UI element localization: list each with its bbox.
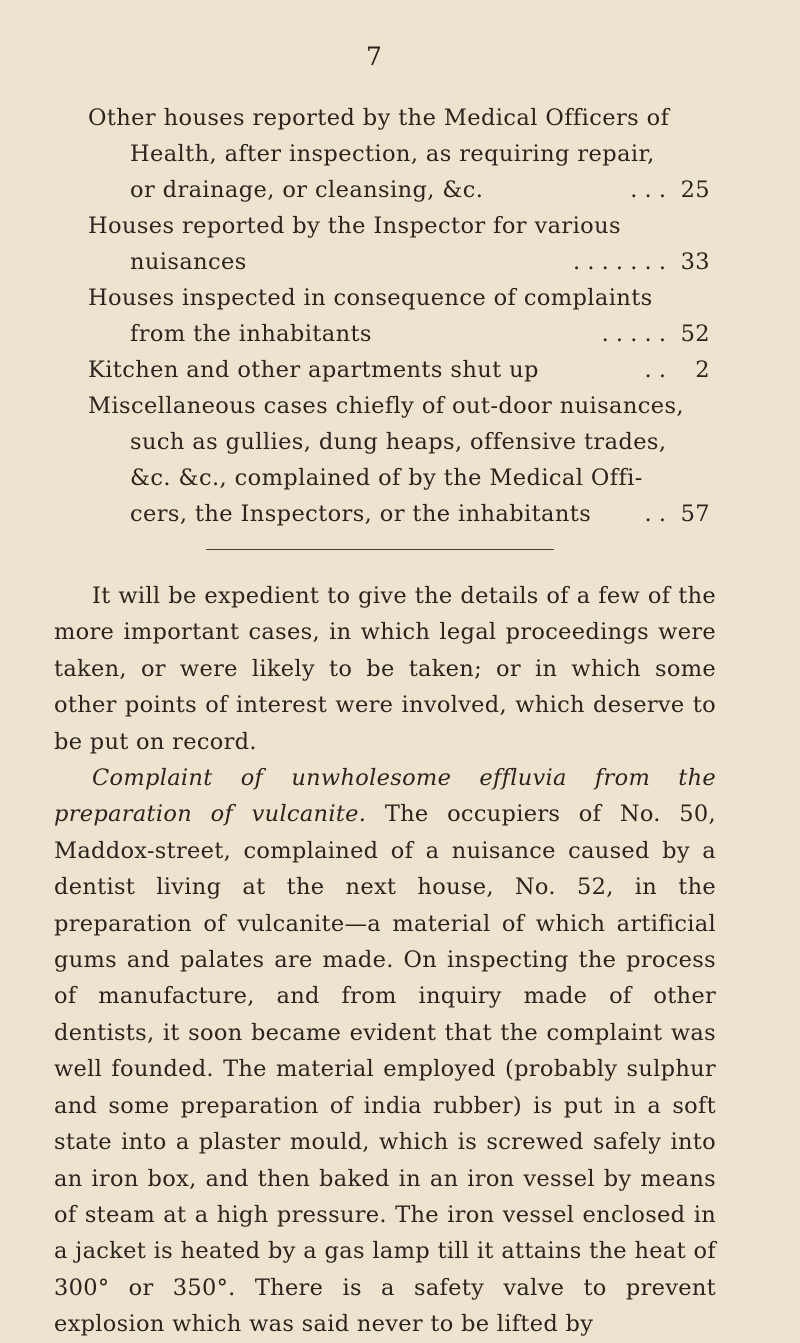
entry-line: Houses reported by the Inspector for various bbox=[88, 213, 621, 239]
entry-count: 33 bbox=[680, 249, 710, 275]
entry-line: Health, after inspection, as requiring repair, bbox=[130, 141, 655, 167]
leader-dots: . . . bbox=[630, 177, 666, 203]
paragraph-intro: It will be expedient to give the details of a few of the more important cases, in which legal proceedings were taken, or were likely to be taken; or in which some other points of interest were involved, which deserve to be put on record. bbox=[54, 583, 716, 755]
entry-line: Houses inspected in consequence of complaints bbox=[88, 285, 653, 311]
paragraph-heading: Complaint of unwholesome effluvia from the preparation of vulcanite. bbox=[54, 765, 716, 828]
leader-dots: . . . . . bbox=[601, 321, 666, 347]
page-number: 7 bbox=[366, 42, 382, 71]
entry-count: 25 bbox=[680, 177, 710, 203]
entry-count: 52 bbox=[680, 321, 710, 347]
section-divider bbox=[206, 549, 554, 550]
entry-count: 2 bbox=[695, 357, 710, 383]
entry-line: such as gullies, dung heaps, offensive trades, bbox=[130, 429, 667, 455]
entry-count: 57 bbox=[680, 501, 710, 527]
entry-text: or drainage, or cleansing, &c. bbox=[130, 177, 484, 203]
entry-line: Miscellaneous cases chiefly of out-door nuisances, bbox=[88, 393, 684, 419]
nuisance-summary-list bbox=[88, 100, 710, 532]
entry-text: nuisances bbox=[130, 249, 247, 275]
entry-text: from the inhabitants bbox=[130, 321, 372, 347]
entry-text: Kitchen and other apartments shut up bbox=[88, 357, 539, 383]
summary-entry bbox=[88, 352, 710, 388]
summary-entry bbox=[88, 280, 710, 352]
entry-line: &c. &c., complained of by the Medical Offi- bbox=[130, 465, 643, 491]
entry-line: Other houses reported by the Medical Officers of bbox=[88, 105, 670, 131]
entry-text: cers, the Inspectors, or the inhabitants bbox=[130, 501, 592, 527]
leader-dots: . . bbox=[644, 501, 666, 527]
leader-dots: . . bbox=[644, 357, 666, 383]
body-text bbox=[54, 578, 716, 1343]
summary-entry bbox=[88, 388, 710, 532]
paragraph-text: The occupiers of No. 50, Maddox-street, complained of a nuisance caused by a dentist living at the next house, No. 52, in the preparation of vulcanite—a material of which artificial gums and palates are made. On inspecting the process of manufacture, and from inquiry made of other dentists, it soon became evident that the complaint was well founded. The material employed (probably sulphur and some preparation of india rubber) is put in a soft state into a plaster mould, which is screwed safely into an iron box, and then baked in an iron vessel by means of steam at a high pressure. The iron vessel enclosed in a jacket is heated by a gas lamp till it attains the heat of 300° or 350°. There is a safety valve to prevent explosion which was said never to be lifted by bbox=[54, 801, 716, 1338]
summary-entry bbox=[88, 100, 710, 208]
leader-dots: . . . . . . . bbox=[573, 249, 666, 275]
summary-entry bbox=[88, 208, 710, 280]
paragraph-vulcanite bbox=[54, 760, 716, 1343]
